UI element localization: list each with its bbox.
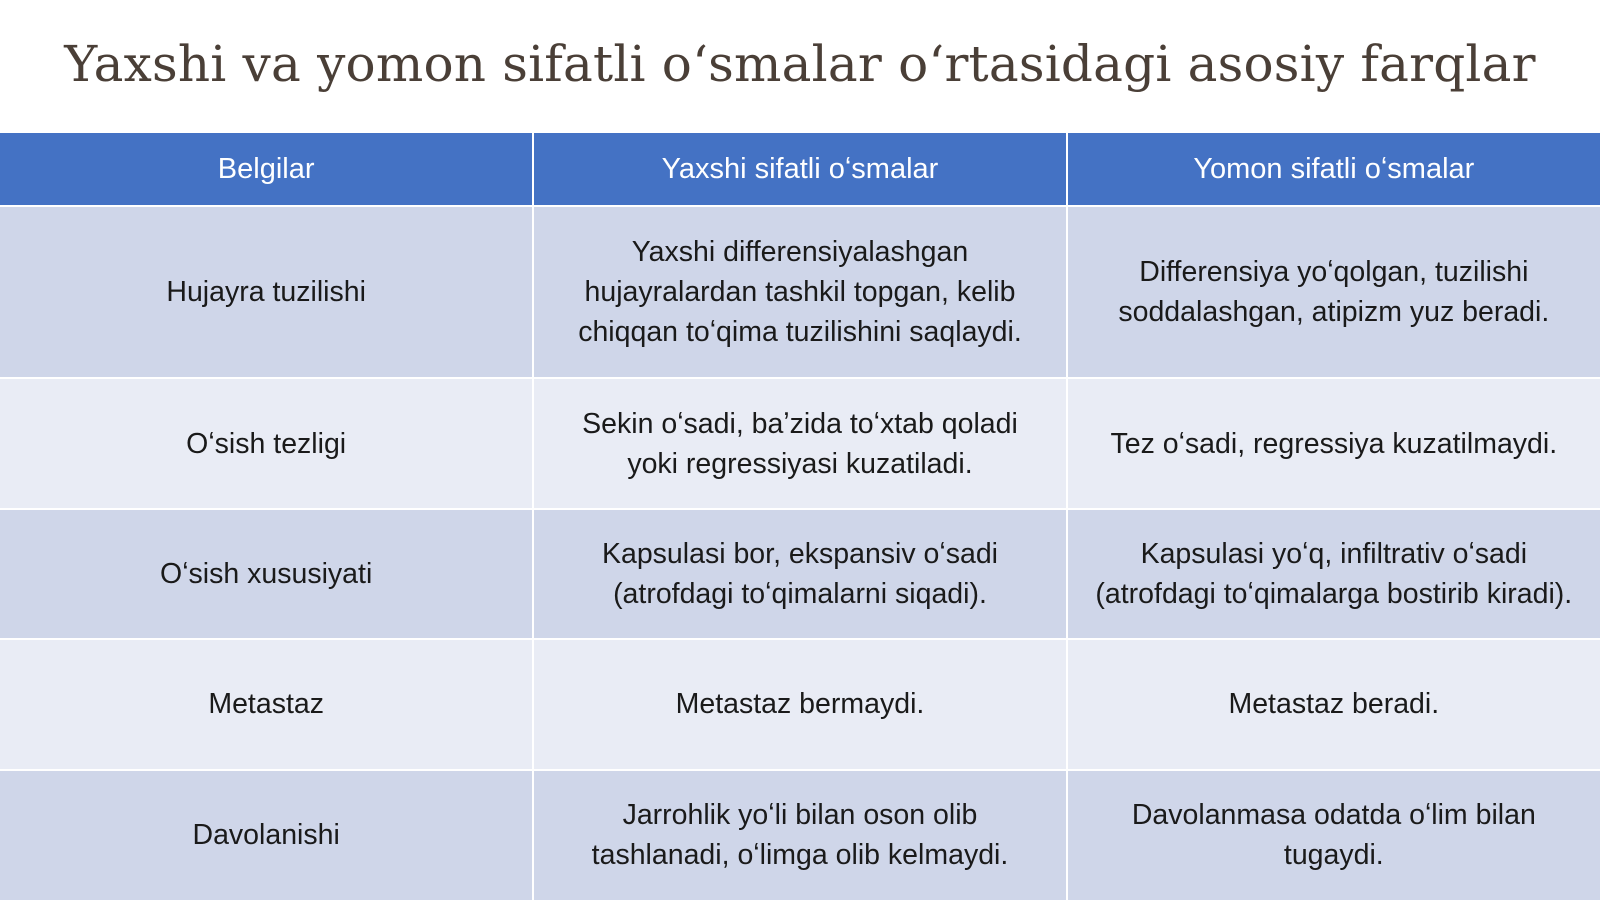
table-row — [0, 639, 1600, 769]
table-row — [0, 206, 1600, 378]
header-belgilar: Belgilar — [0, 133, 533, 206]
cell-benign: Kapsulasi bor, ekspansiv oʻsadi (atrofdagi toʻqimalarni siqadi). — [533, 509, 1066, 639]
cell-malignant: Tez oʻsadi, regressiya kuzatilmaydi. — [1067, 378, 1600, 508]
cell-feature: Metastaz — [0, 639, 533, 769]
cell-feature: Hujayra tuzilishi — [0, 206, 533, 378]
table-header-row — [0, 133, 1600, 206]
cell-feature: Oʻsish tezligi — [0, 378, 533, 508]
cell-feature: Davolanishi — [0, 770, 533, 900]
table-row — [0, 378, 1600, 508]
header-benign: Yaxshi sifatli oʻsmalar — [533, 133, 1066, 206]
cell-benign: Yaxshi differensiyalashgan hujayralardan tashkil topgan, kelib chiqqan toʻqima tuzilishini saqlaydi. — [533, 206, 1066, 378]
header-malignant: Yomon sifatli oʻsmalar — [1067, 133, 1600, 206]
cell-malignant: Metastaz beradi. — [1067, 639, 1600, 769]
cell-benign: Metastaz bermaydi. — [533, 639, 1066, 769]
cell-malignant: Kapsulasi yoʻq, infiltrativ oʻsadi (atrofdagi toʻqimalarga bostirib kiradi). — [1067, 509, 1600, 639]
cell-benign: Sekin oʻsadi, baʼzida toʻxtab qoladi yoki regressiyasi kuzatiladi. — [533, 378, 1066, 508]
slide-title: Yaxshi va yomon sifatli oʻsmalar oʻrtasidagi asosiy farqlar — [64, 35, 1536, 93]
table-row — [0, 770, 1600, 900]
cell-malignant: Davolanmasa odatda oʻlim bilan tugaydi. — [1067, 770, 1600, 900]
comparison-table — [0, 133, 1600, 900]
cell-feature: Oʻsish xususiyati — [0, 509, 533, 639]
table-row — [0, 509, 1600, 639]
cell-benign: Jarrohlik yoʻli bilan oson olib tashlanadi, oʻlimga olib kelmaydi. — [533, 770, 1066, 900]
cell-malignant: Differensiya yoʻqolgan, tuzilishi soddalashgan, atipizm yuz beradi. — [1067, 206, 1600, 378]
